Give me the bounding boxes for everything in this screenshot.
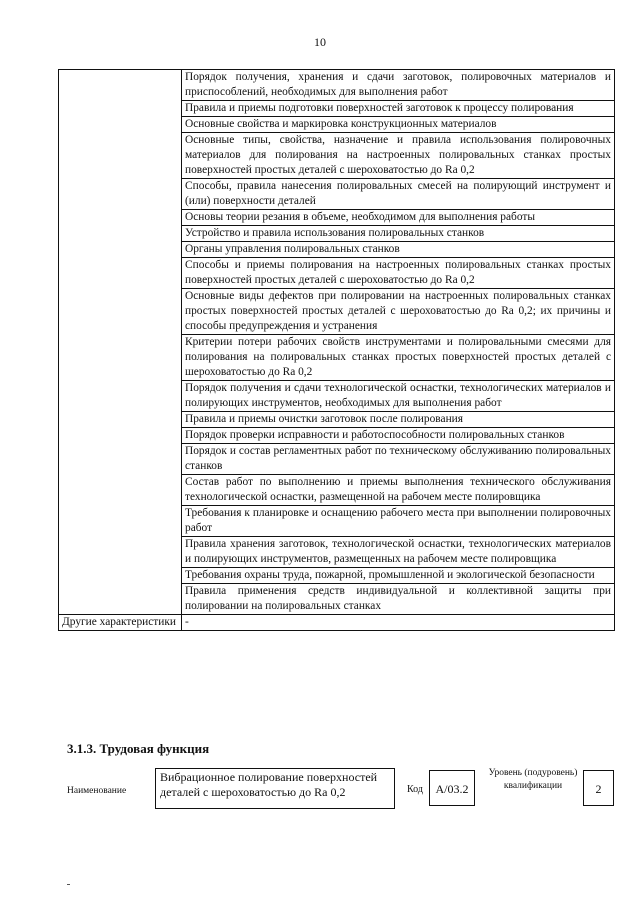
knowledge-item: Основные свойства и маркировка конструкционных материалов [182, 117, 615, 133]
function-code-value: A/03.2 [429, 770, 475, 806]
function-name-label: Наименование [67, 786, 127, 796]
qualification-level-value: 2 [583, 770, 614, 806]
other-characteristics-value: - [182, 615, 615, 631]
page-number: 10 [314, 35, 326, 49]
table-row-other [59, 615, 615, 631]
knowledge-item: Основные типы, свойства, назначение и правила использования полировочных материалов для полирования на настроенных полировальных станках простых поверхностей простых деталей с шероховатостью до Ra 0,2 [182, 133, 615, 179]
function-code-label: Код [407, 784, 423, 795]
knowledge-item: Способы и приемы полирования на настроенных полировальных станках простых поверхностей простых деталей с шероховатостью до Ra 0,2 [182, 258, 615, 289]
knowledge-item: Органы управления полировальных станков [182, 242, 615, 258]
page-mark [67, 884, 70, 885]
knowledge-item: Основы теории резания в объеме, необходимом для выполнения работы [182, 210, 615, 226]
knowledge-item: Порядок получения и сдачи технологической оснастки, технологических материалов и полирующих инструментов, необходимых для выполнения работ [182, 381, 615, 412]
knowledge-item: Порядок и состав регламентных работ по техническому обслуживанию полировальных станков [182, 444, 615, 475]
knowledge-item: Порядок получения, хранения и сдачи заготовок, полировочных материалов и приспособлений, необходимых для выполнения работ [182, 70, 615, 101]
qualification-level-label: Уровень (подуровень) квалификации [488, 768, 578, 791]
knowledge-item: Требования охраны труда, пожарной, промышленной и экологической безопасности [182, 568, 615, 584]
other-characteristics-label: Другие характеристики [59, 615, 182, 631]
function-name-value: Вибрационное полирование поверхностей деталей с шероховатостью до Ra 0,2 [155, 768, 395, 809]
knowledge-table-body [59, 70, 615, 631]
knowledge-item: Правила и приемы очистки заготовок после полирования [182, 412, 615, 428]
knowledge-item: Основные виды дефектов при полировании на настроенных полировальных станках простых поверхностей простых деталей с шероховатостью до Ra 0,2; их причины и способы предупреждения и устранения [182, 289, 615, 335]
knowledge-item: Правила применения средств индивидуальной и коллективной защиты при полировании на полировальных станках [182, 584, 615, 615]
knowledge-item: Требования к планировке и оснащению рабочего места при выполнении полировочных работ [182, 506, 615, 537]
knowledge-item: Правила и приемы подготовки поверхностей заготовок к процессу полирования [182, 101, 615, 117]
knowledge-table [58, 69, 615, 631]
section-title: 3.1.3. Трудовая функция [67, 741, 210, 756]
table-row [59, 70, 615, 101]
knowledge-item: Способы, правила нанесения полировальных смесей на полирующий инструмент и (или) поверхности деталей [182, 179, 615, 210]
table-left-cell-empty [59, 70, 182, 615]
knowledge-item: Правила хранения заготовок, технологической оснастки, технологических материалов и полирующих инструментов, размещенных на рабочем месте полировщика [182, 537, 615, 568]
knowledge-item: Состав работ по выполнению и приемы выполнения технического обслуживания технологической оснастки, размещенной на рабочем месте полировщика [182, 475, 615, 506]
knowledge-item: Порядок проверки исправности и работоспособности полировальных станков [182, 428, 615, 444]
knowledge-item: Устройство и правила использования полировальных станков [182, 226, 615, 242]
knowledge-item: Критерии потери рабочих свойств инструментами и полировальными смесями для полирования на полировальных станках простых поверхностей простых деталей с шероховатостью до Ra 0,2 [182, 335, 615, 381]
